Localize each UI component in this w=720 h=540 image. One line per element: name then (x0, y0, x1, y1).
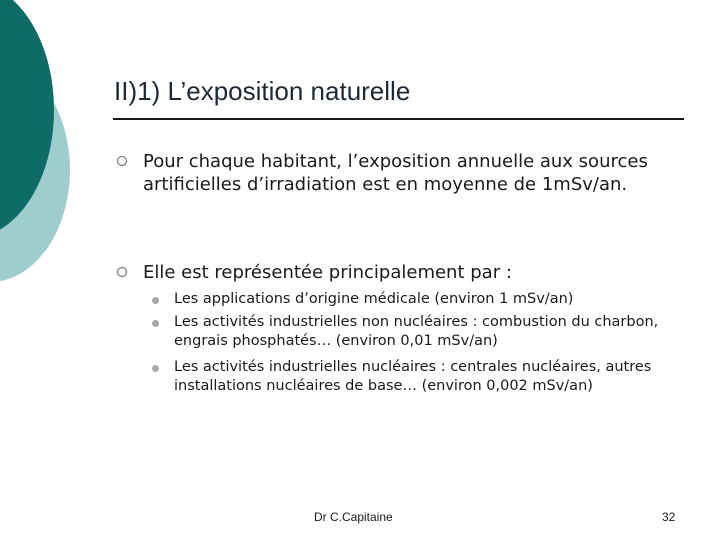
sub-bullet-text-3: Les activités industrielles nucléaires : centrales nucléaires, autres installations nucléaires de base… (environ 0,002 mSv/an) (174, 359, 652, 394)
hollow-circle-bullet-icon (116, 155, 128, 167)
sub-bullet-text-1: Les applications d’origine médicale (environ 1 mSv/an) (174, 291, 574, 307)
hollow-circle-bullet-icon (116, 266, 128, 278)
sub-bullet-text-2: Les activités industrielles non nucléaires : combustion du charbon, engrais phosphatés… (environ 0,01 mSv/an) (174, 314, 659, 349)
title-divider (113, 118, 684, 120)
sub-bullet-dot-icon (152, 365, 159, 372)
bullet-text-2: Elle est représentée principalement par : (143, 262, 512, 283)
sub-bullet-dot-icon (152, 297, 159, 304)
decorative-circles (0, 0, 110, 300)
sub-bullet-dot-icon (152, 320, 159, 327)
bullet-text-1: Pour chaque habitant, l’exposition annuelle aux sources artificielles d’irradiation est en moyenne de 1mSv/an. (143, 151, 648, 195)
footer-author: Dr C.Capitaine (314, 510, 393, 524)
slide-title: II)1) L’exposition naturelle (114, 76, 411, 106)
page-number: 32 (662, 510, 676, 524)
